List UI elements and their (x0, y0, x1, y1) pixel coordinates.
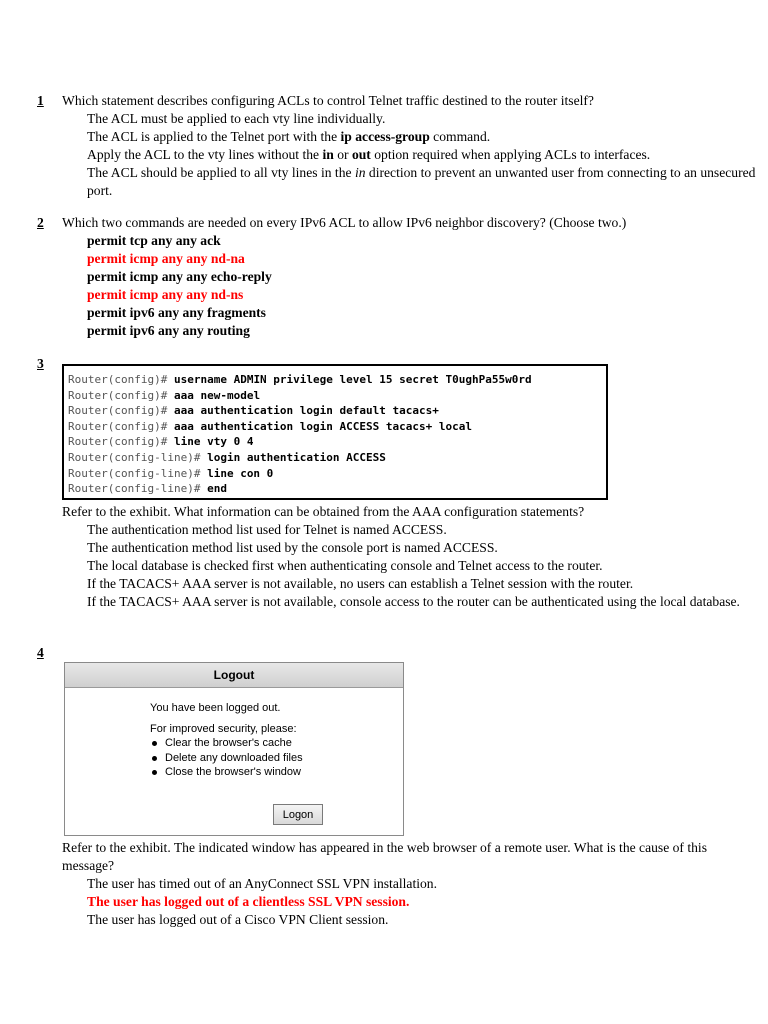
question-number: 4 (37, 645, 44, 660)
answer-option: If the TACACS+ AAA server is not available, console access to the router can be authenticated using the local database. (87, 594, 740, 609)
answer-list (87, 232, 762, 340)
question-number: 3 (37, 356, 44, 371)
answer-option: The ACL must be applied to each vty line individually. (87, 111, 386, 126)
advice-item: Close the browser's window (150, 765, 303, 780)
config-line: Router(config)# aaa authentication login ACCESS tacacs+ local (68, 419, 472, 433)
answer-list (87, 110, 762, 200)
answer-option: permit tcp any any ack (87, 233, 221, 248)
config-line: Router(config)# aaa authentication login default tacacs+ (68, 404, 439, 418)
answer-option: The authentication method list used for Telnet is named ACCESS. (87, 522, 447, 537)
config-line: Router(config)# username ADMIN privilege level 15 secret T0ughPa55w0rd (68, 373, 532, 386)
logout-window-exhibit (64, 662, 404, 836)
question-stem: Which statement describes configuring ACLs to control Telnet traffic destined to the router itself? (62, 93, 594, 108)
router-config-exhibit (62, 364, 608, 500)
config-line: Router(config-line)# login authentication ACCESS (68, 450, 386, 464)
answer-list (87, 521, 762, 611)
answer-option: The authentication method list used by the console port is named ACCESS. (87, 540, 498, 555)
answer-option: permit ipv6 any any fragments (87, 305, 266, 320)
config-line: Router(config)# aaa new-model (68, 388, 261, 402)
logout-message: You have been logged out. (150, 702, 281, 714)
answer-option: The ACL should be applied to all vty lines in the in direction to prevent an unwanted user from connecting to an unsecured port. (87, 165, 756, 198)
question-stem: Refer to the exhibit. The indicated window has appeared in the web browser of a remote user. What is the cause of this message? (62, 840, 707, 873)
question-stem: Refer to the exhibit. What information can be obtained from the AAA configuration statements? (62, 504, 585, 519)
question-number: 2 (37, 215, 44, 230)
answer-option-correct: permit icmp any any nd-ns (87, 287, 244, 302)
answer-option: Apply the ACL to the vty lines without the in or out option required when applying ACLs to interfaces. (87, 147, 651, 162)
answer-option: The local database is checked first when authenticating console and Telnet access to the router. (87, 558, 603, 573)
config-line: Router(config-line)# end (68, 482, 227, 496)
logon-button[interactable]: Logon (273, 804, 323, 825)
answer-option: The user has timed out of an AnyConnect SSL VPN installation. (87, 876, 438, 891)
answer-option: The user has logged out of a Cisco VPN Client session. (87, 912, 389, 927)
config-line: Router(config)# line vty 0 4 (68, 435, 254, 449)
answer-list (87, 875, 762, 929)
answer-option-correct: permit icmp any any nd-na (87, 251, 245, 266)
question-number: 1 (37, 93, 44, 108)
answer-option-correct: The user has logged out of a clientless SSL VPN session. (87, 894, 410, 909)
advice-item: Delete any downloaded files (150, 751, 303, 766)
answer-option: permit icmp any any echo-reply (87, 269, 272, 284)
security-advice: For improved security, please: (150, 722, 297, 735)
answer-option: The ACL is applied to the Telnet port with the ip access-group command. (87, 129, 491, 144)
config-line: Router(config-line)# line con 0 (68, 466, 274, 480)
answer-option: permit ipv6 any any routing (87, 323, 250, 338)
question-stem: Which two commands are needed on every IPv6 ACL to allow IPv6 neighbor discovery? (Choose two.) (62, 215, 627, 230)
advice-item: Clear the browser's cache (150, 736, 303, 751)
answer-option: If the TACACS+ AAA server is not available, no users can establish a Telnet session with the router. (87, 576, 634, 591)
logout-body (150, 701, 303, 780)
logout-title: Logout (65, 663, 403, 688)
